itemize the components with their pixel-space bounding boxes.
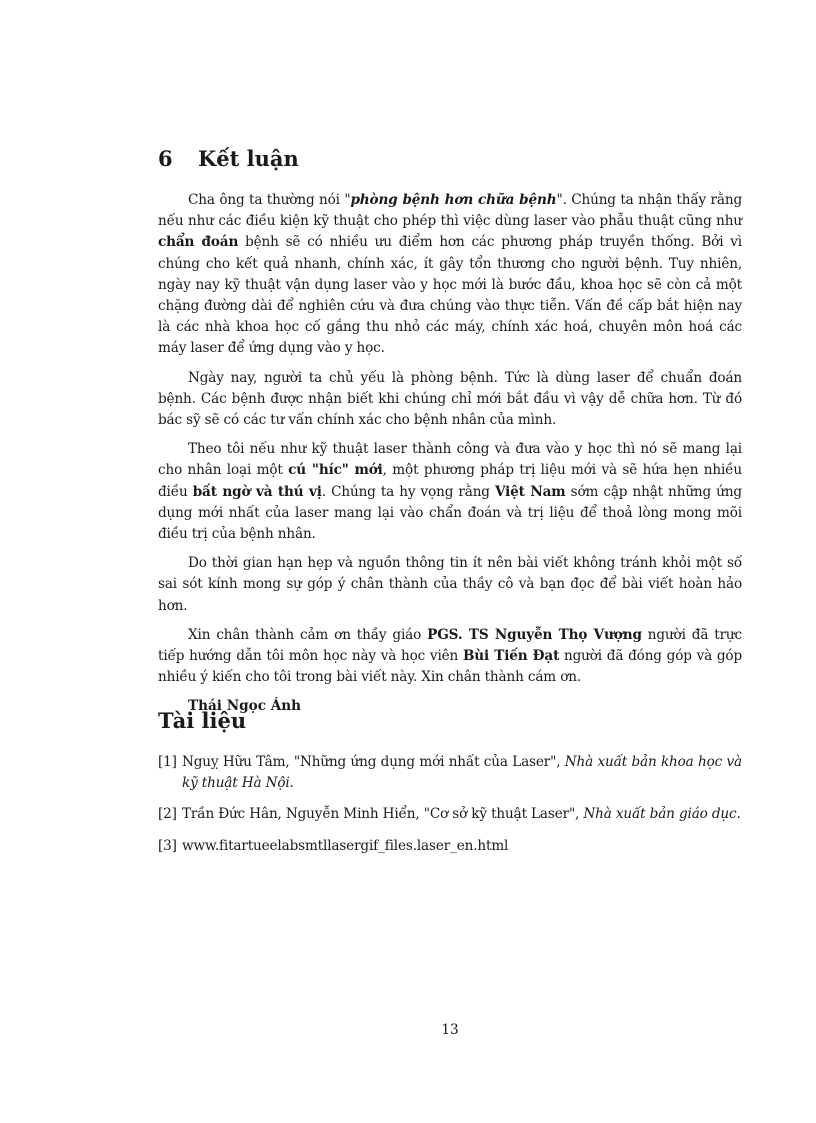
emphasis-diagnosis: chẩn đoán [158, 234, 239, 251]
conclusion-body [158, 190, 742, 718]
reference-text: Nguỵ Hữu Tâm, "Những ứng dụng mới nhất của Laser", [182, 754, 565, 770]
text-run: , một phương pháp trị liệu mới và sẽ hứa hẹn nhiều điều [158, 462, 742, 500]
reference-item [158, 752, 742, 794]
text-run: người đã trực tiếp hướng dẫn tôi môn học này và học viên [158, 626, 743, 665]
section-heading [158, 146, 299, 172]
emphasis-breakthrough: cú "híc" mới [288, 462, 383, 479]
text-run: sớm cập nhật những ứng dụng mới nhất của laser mang lại vào chẩn đoán và trị liệu để thoả lòng mong mõi điều trị của bệnh nhân. [158, 483, 742, 543]
emphasis-proverb: phòng bệnh hơn chữa bệnh [350, 192, 557, 208]
text-run: người đã đóng góp và góp nhiều ý kiến cho tôi trong bài viết này. Xin chân thành cám ơn. [158, 648, 743, 686]
text-run: bệnh sẽ có nhiều ưu điểm hơn các phương pháp truyền thống. Bởi vì chúng cho kết quả nhanh, chính xác, ít gây tổn thương cho người bệnh. Tuy nhiên, ngày nay kỹ thuật vận dụng laser vào y học mới là bước đầu, khoa học sẽ còn cả một chặng đường dài để nghiên cứu và đưa chúng vào thực tiễn. Vấn đề cấp bắt hiện nay là các nhà khoa học cố gắng thu nhỏ các máy, chính xác hoá, chuyên môn hoá các máy laser để ứng dụng vào y học. [158, 234, 742, 357]
reference-text: Trần Đức Hân, Nguyễn Minh Hiển, "Cơ sở kỹ thuật Laser", [182, 806, 584, 823]
text-run: . Chúng ta hy vọng rằng [321, 483, 495, 500]
reference-label: [2] [158, 806, 177, 823]
text-run: Cha ông ta thường nói " [188, 192, 351, 208]
section-number: 6 [158, 146, 173, 171]
emphasis-vietnam: Việt Nam [495, 483, 566, 500]
reference-label: [3] [158, 837, 177, 854]
author-signature: Thái Ngọc Ánh [188, 698, 302, 715]
paragraph-1 [158, 190, 742, 360]
reference-text: www.fitartueelabsmtllasergif_files.laser_en.html [182, 837, 509, 854]
reference-publisher: Nhà xuất bản giáo dục. [583, 806, 741, 823]
paragraph-3 [158, 439, 742, 545]
paragraph-4 [158, 553, 742, 617]
references-list [158, 752, 742, 867]
reference-item [158, 836, 742, 857]
reference-item [158, 804, 742, 825]
references-heading: Tài liệu [158, 708, 247, 733]
emphasis-surprise: bất ngờ và thú vị [192, 483, 322, 500]
text-run: ". Chúng ta nhận thấy rằng nếu như các điều kiện kỹ thuật cho phép thì việc dùng laser vào phẫu thuật cũng như [158, 192, 742, 230]
emphasis-advisor: PGS. TS Nguyễn Thọ Vượng [427, 626, 642, 643]
section-title: Kết luận [198, 146, 299, 171]
page-number: 13 [441, 1022, 459, 1038]
emphasis-student: Bùi Tiến Đạt [462, 648, 560, 665]
text-run: Xin chân thành cảm ơn thầy giáo [188, 626, 428, 643]
text-run: Theo tôi nếu như kỹ thuật laser thành công và đưa vào y học thì nó sẽ mang lại cho nhân loại một [158, 441, 742, 479]
reference-label: [1] [158, 754, 177, 770]
paragraph-5 [158, 625, 742, 689]
reference-publisher: Nhà xuất bản khoa học và kỹ thuật Hà Nội. [182, 754, 742, 792]
text-run: Ngày nay, người ta chủ yếu là phòng bệnh. Tức là dùng laser để chuẩn đoán bệnh. Các bệnh được nhận biết khi chúng chỉ mới bắt đầu vì vậy dễ chữa hơn. Từ đó bác sỹ sẽ có các tư vấn chính xác cho bệnh nhân của mình. [158, 369, 742, 429]
paragraph-2 [158, 368, 742, 432]
text-run: Do thời gian hạn hẹp và nguồn thông tin ít nên bài viết không tránh khỏi một số sai sót kính mong sự góp ý chân thành của thầy cô và bạn đọc để bài viết hoàn hảo hơn. [158, 555, 742, 614]
